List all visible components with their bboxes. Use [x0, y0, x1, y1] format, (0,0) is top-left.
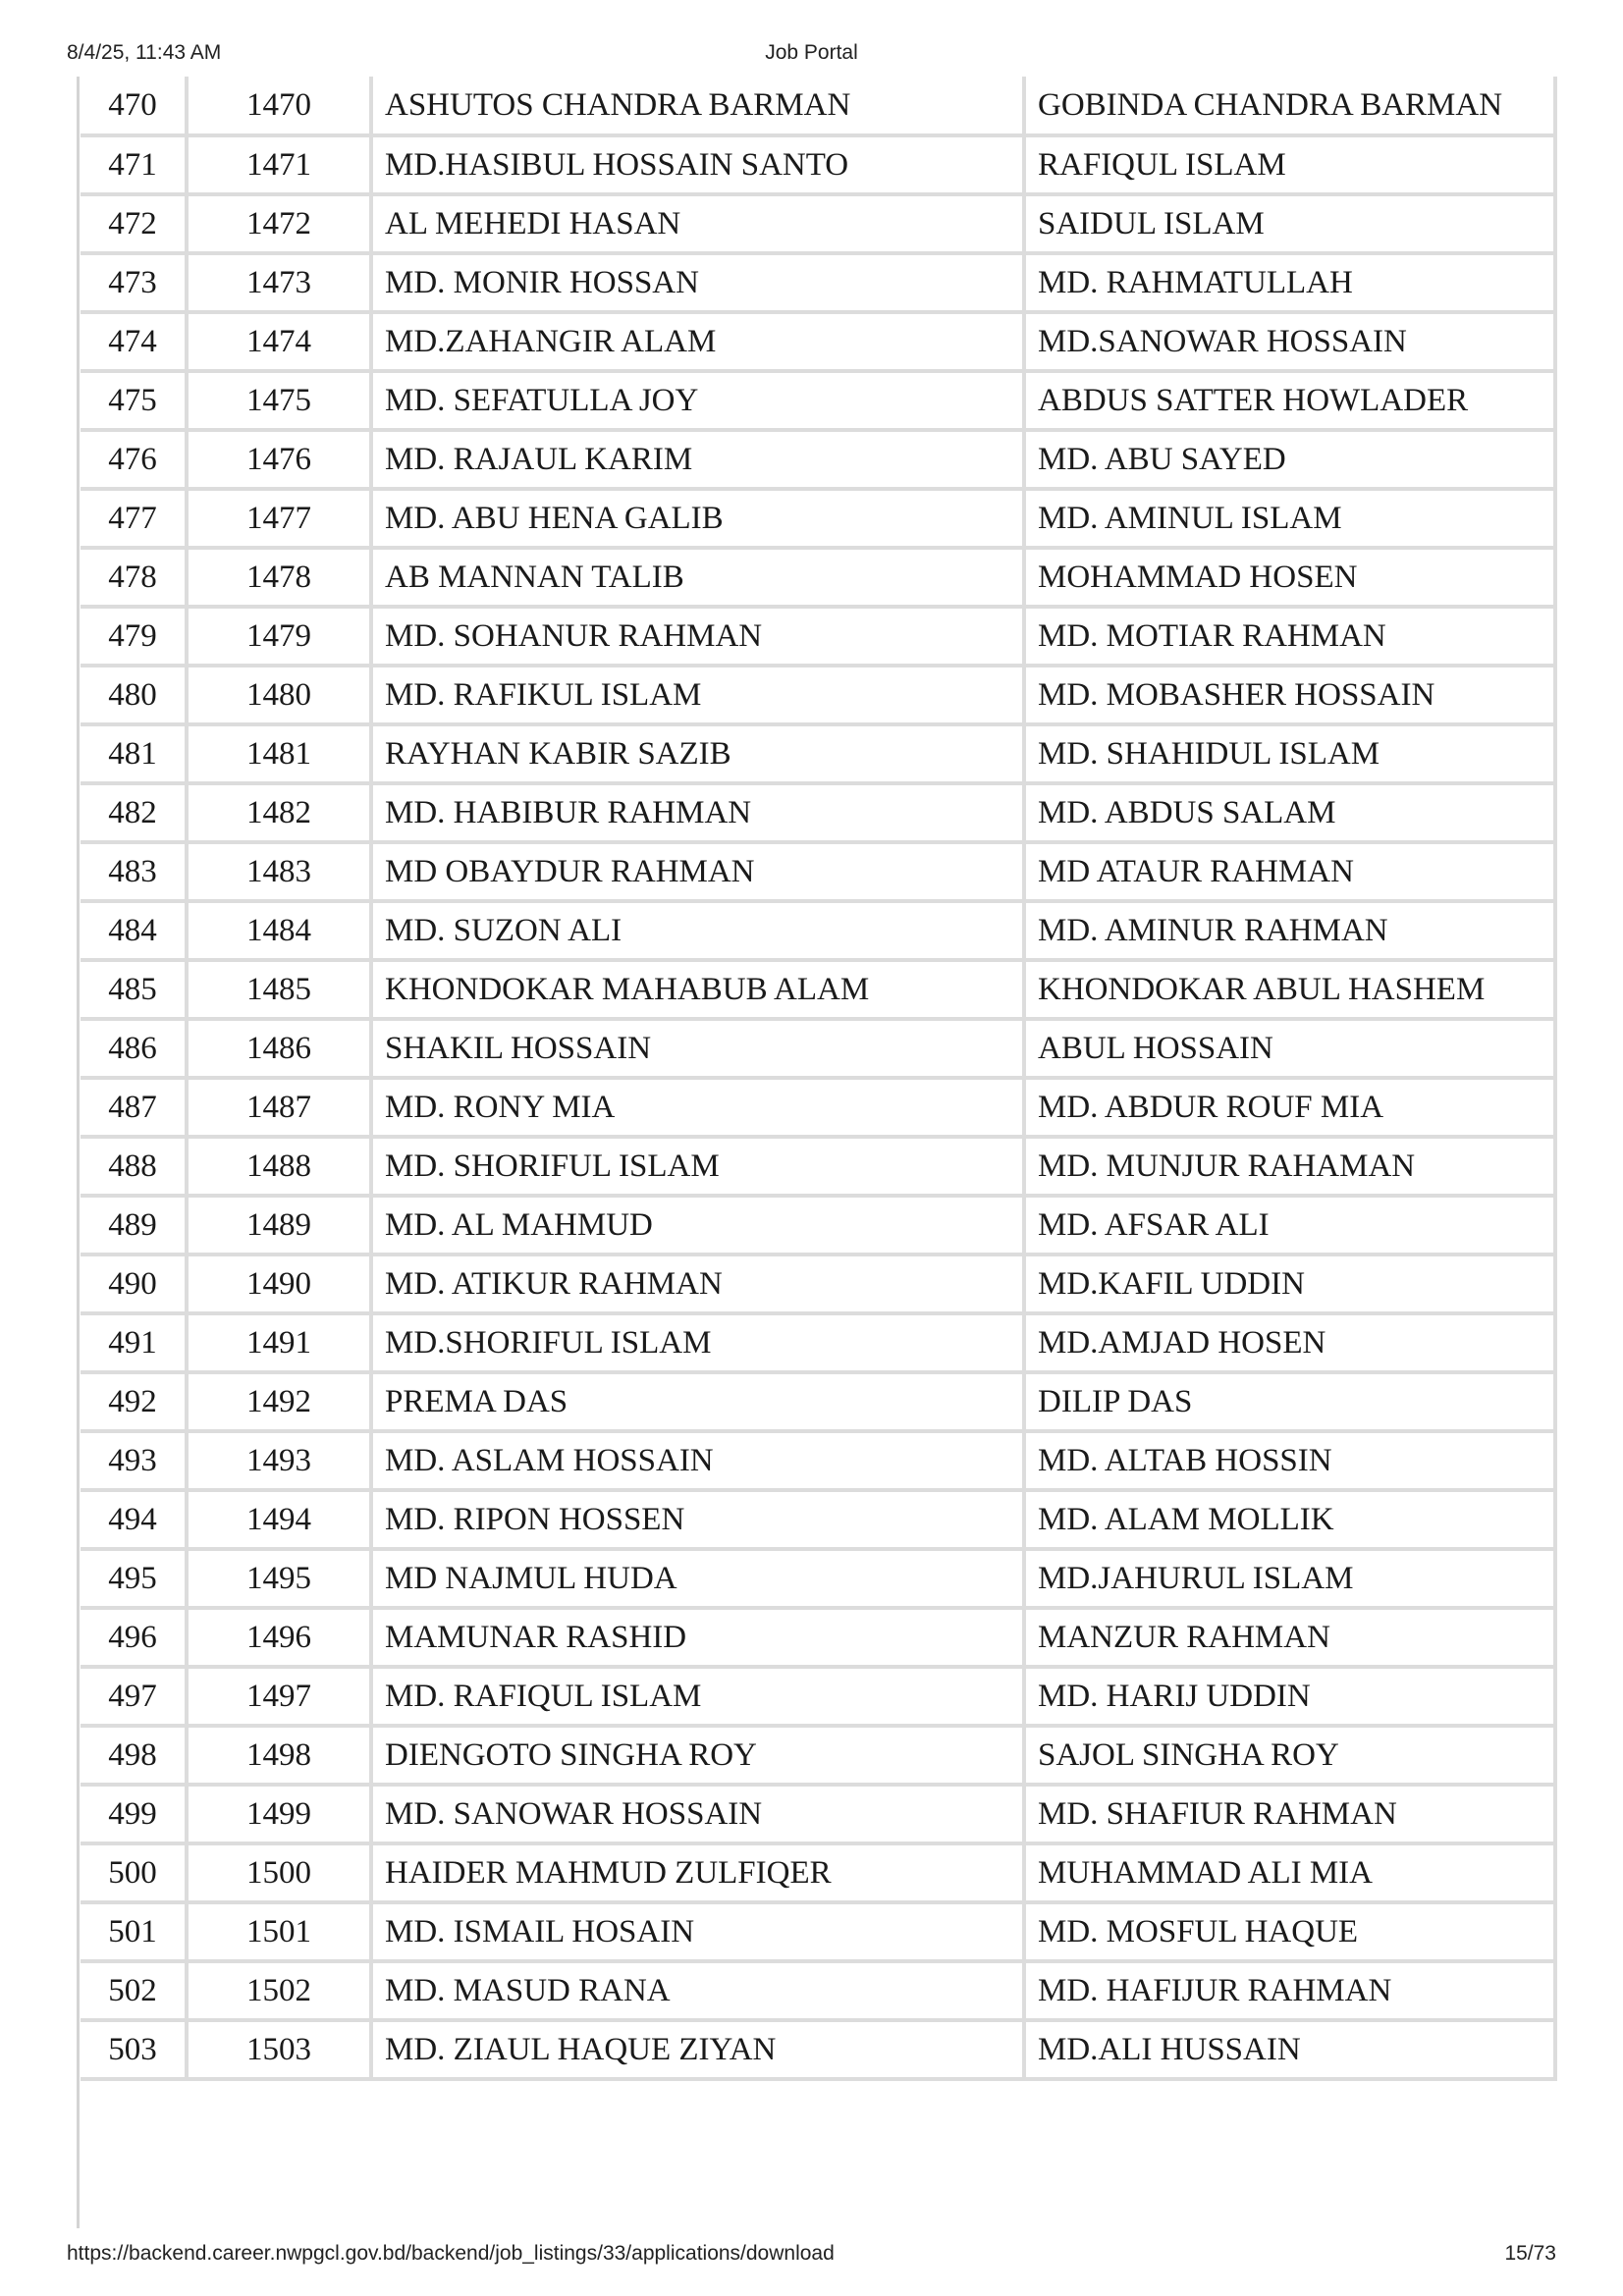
applicant-name-cell: MD. SUZON ALI — [371, 901, 1024, 960]
roll-cell: 1486 — [187, 1019, 371, 1078]
applicant-name-cell: MD. ZIAUL HAQUE ZIYAN — [371, 2020, 1024, 2079]
serial-cell: 489 — [81, 1196, 187, 1255]
roll-cell: 1477 — [187, 489, 371, 548]
serial-cell: 484 — [81, 901, 187, 960]
roll-cell: 1501 — [187, 1902, 371, 1961]
serial-cell: 499 — [81, 1785, 187, 1843]
table-row — [81, 1431, 1555, 1490]
applicant-name-cell: MD.ZAHANGIR ALAM — [371, 312, 1024, 371]
applicant-name-cell: KHONDOKAR MAHABUB ALAM — [371, 960, 1024, 1019]
roll-cell: 1496 — [187, 1608, 371, 1667]
serial-cell: 498 — [81, 1726, 187, 1785]
table-row — [81, 1078, 1555, 1137]
table-row — [81, 1137, 1555, 1196]
father-name-cell: MOHAMMAD HOSEN — [1024, 548, 1555, 607]
applicant-name-cell: MD. MASUD RANA — [371, 1961, 1024, 2020]
applicant-name-cell: MD. RONY MIA — [371, 1078, 1024, 1137]
applicant-name-cell: ASHUTOS CHANDRA BARMAN — [371, 77, 1024, 135]
father-name-cell: SAIDUL ISLAM — [1024, 194, 1555, 253]
father-name-cell: GOBINDA CHANDRA BARMAN — [1024, 77, 1555, 135]
table-row — [81, 1255, 1555, 1313]
father-name-cell: RAFIQUL ISLAM — [1024, 135, 1555, 194]
serial-cell: 482 — [81, 783, 187, 842]
roll-cell: 1473 — [187, 253, 371, 312]
table-row — [81, 1902, 1555, 1961]
applicant-name-cell: MD. SANOWAR HOSSAIN — [371, 1785, 1024, 1843]
serial-cell: 502 — [81, 1961, 187, 2020]
table-row — [81, 548, 1555, 607]
roll-cell: 1499 — [187, 1785, 371, 1843]
table-row — [81, 1608, 1555, 1667]
serial-cell: 497 — [81, 1667, 187, 1726]
table-row — [81, 607, 1555, 666]
applicant-name-cell: MD. ISMAIL HOSAIN — [371, 1902, 1024, 1961]
roll-cell: 1479 — [187, 607, 371, 666]
applicant-name-cell: RAYHAN KABIR SAZIB — [371, 724, 1024, 783]
roll-cell: 1485 — [187, 960, 371, 1019]
print-header-datetime: 8/4/25, 11:43 AM — [67, 41, 222, 64]
father-name-cell: MD. AFSAR ALI — [1024, 1196, 1555, 1255]
serial-cell: 473 — [81, 253, 187, 312]
applicant-name-cell: AL MEHEDI HASAN — [371, 194, 1024, 253]
father-name-cell: MD.KAFIL UDDIN — [1024, 1255, 1555, 1313]
father-name-cell: MD. HAFIJUR RAHMAN — [1024, 1961, 1555, 2020]
father-name-cell: MANZUR RAHMAN — [1024, 1608, 1555, 1667]
serial-cell: 491 — [81, 1313, 187, 1372]
father-name-cell: DILIP DAS — [1024, 1372, 1555, 1431]
roll-cell: 1491 — [187, 1313, 371, 1372]
serial-cell: 471 — [81, 135, 187, 194]
table-row — [81, 2020, 1555, 2079]
father-name-cell: ABDUS SATTER HOWLADER — [1024, 371, 1555, 430]
father-name-cell: KHONDOKAR ABUL HASHEM — [1024, 960, 1555, 1019]
table-row — [81, 253, 1555, 312]
table-row — [81, 1490, 1555, 1549]
roll-cell: 1494 — [187, 1490, 371, 1549]
table-row — [81, 1196, 1555, 1255]
serial-cell: 490 — [81, 1255, 187, 1313]
table-row — [81, 901, 1555, 960]
table-row — [81, 1785, 1555, 1843]
serial-cell: 483 — [81, 842, 187, 901]
applicant-name-cell: AB MANNAN TALIB — [371, 548, 1024, 607]
serial-cell: 495 — [81, 1549, 187, 1608]
applicant-name-cell: MD. RAJAUL KARIM — [371, 430, 1024, 489]
serial-cell: 479 — [81, 607, 187, 666]
table-row — [81, 1372, 1555, 1431]
father-name-cell: MUHAMMAD ALI MIA — [1024, 1843, 1555, 1902]
table-row — [81, 312, 1555, 371]
print-header-title: Job Portal — [765, 41, 858, 64]
roll-cell: 1488 — [187, 1137, 371, 1196]
roll-cell: 1481 — [187, 724, 371, 783]
roll-cell: 1492 — [187, 1372, 371, 1431]
roll-cell: 1482 — [187, 783, 371, 842]
father-name-cell: MD.SANOWAR HOSSAIN — [1024, 312, 1555, 371]
table-row — [81, 1961, 1555, 2020]
roll-cell: 1478 — [187, 548, 371, 607]
serial-cell: 492 — [81, 1372, 187, 1431]
applicant-name-cell: MD NAJMUL HUDA — [371, 1549, 1024, 1608]
table-left-border — [77, 77, 80, 2228]
applicants-table-body — [81, 77, 1555, 2079]
roll-cell: 1490 — [187, 1255, 371, 1313]
table-row — [81, 783, 1555, 842]
table-row — [81, 1549, 1555, 1608]
roll-cell: 1495 — [187, 1549, 371, 1608]
table-row — [81, 194, 1555, 253]
roll-cell: 1487 — [187, 1078, 371, 1137]
applicant-name-cell: MD. HABIBUR RAHMAN — [371, 783, 1024, 842]
print-footer-url: https://backend.career.nwpgcl.gov.bd/backend/job_listings/33/applications/download — [67, 2242, 835, 2265]
table-row — [81, 1019, 1555, 1078]
serial-cell: 478 — [81, 548, 187, 607]
roll-cell: 1489 — [187, 1196, 371, 1255]
applicant-name-cell: DIENGOTO SINGHA ROY — [371, 1726, 1024, 1785]
applicant-name-cell: MD. RAFIKUL ISLAM — [371, 666, 1024, 724]
roll-cell: 1502 — [187, 1961, 371, 2020]
serial-cell: 501 — [81, 1902, 187, 1961]
serial-cell: 477 — [81, 489, 187, 548]
print-footer-page-number: 15/73 — [1504, 2242, 1556, 2265]
father-name-cell: MD. SHAFIUR RAHMAN — [1024, 1785, 1555, 1843]
serial-cell: 500 — [81, 1843, 187, 1902]
roll-cell: 1503 — [187, 2020, 371, 2079]
table-row — [81, 1313, 1555, 1372]
serial-cell: 494 — [81, 1490, 187, 1549]
father-name-cell: MD.ALI HUSSAIN — [1024, 2020, 1555, 2079]
father-name-cell: MD. MUNJUR RAHAMAN — [1024, 1137, 1555, 1196]
roll-cell: 1472 — [187, 194, 371, 253]
serial-cell: 487 — [81, 1078, 187, 1137]
father-name-cell: MD. ABU SAYED — [1024, 430, 1555, 489]
father-name-cell: MD. MOBASHER HOSSAIN — [1024, 666, 1555, 724]
roll-cell: 1470 — [187, 77, 371, 135]
applicant-name-cell: MD.SHORIFUL ISLAM — [371, 1313, 1024, 1372]
table-row — [81, 842, 1555, 901]
father-name-cell: MD. AMINUL ISLAM — [1024, 489, 1555, 548]
table-row — [81, 724, 1555, 783]
serial-cell: 488 — [81, 1137, 187, 1196]
father-name-cell: MD ATAUR RAHMAN — [1024, 842, 1555, 901]
applicant-name-cell: MD. SEFATULLA JOY — [371, 371, 1024, 430]
table-row — [81, 960, 1555, 1019]
roll-cell: 1484 — [187, 901, 371, 960]
table-row — [81, 371, 1555, 430]
father-name-cell: MD. MOTIAR RAHMAN — [1024, 607, 1555, 666]
applicant-name-cell: MD. ATIKUR RAHMAN — [371, 1255, 1024, 1313]
father-name-cell: MD. MOSFUL HAQUE — [1024, 1902, 1555, 1961]
applicant-name-cell: MD. RAFIQUL ISLAM — [371, 1667, 1024, 1726]
roll-cell: 1493 — [187, 1431, 371, 1490]
father-name-cell: MD. ALTAB HOSSIN — [1024, 1431, 1555, 1490]
applicant-name-cell: MD OBAYDUR RAHMAN — [371, 842, 1024, 901]
roll-cell: 1497 — [187, 1667, 371, 1726]
father-name-cell: MD.JAHURUL ISLAM — [1024, 1549, 1555, 1608]
applicant-name-cell: MD. SHORIFUL ISLAM — [371, 1137, 1024, 1196]
applicant-name-cell: PREMA DAS — [371, 1372, 1024, 1431]
serial-cell: 475 — [81, 371, 187, 430]
serial-cell: 476 — [81, 430, 187, 489]
applicant-name-cell: MD.HASIBUL HOSSAIN SANTO — [371, 135, 1024, 194]
father-name-cell: MD. RAHMATULLAH — [1024, 253, 1555, 312]
table-row — [81, 77, 1555, 135]
applicants-table — [81, 77, 1557, 2081]
father-name-cell: MD. SHAHIDUL ISLAM — [1024, 724, 1555, 783]
roll-cell: 1471 — [187, 135, 371, 194]
applicants-table-container — [81, 77, 1555, 2081]
serial-cell: 496 — [81, 1608, 187, 1667]
roll-cell: 1474 — [187, 312, 371, 371]
serial-cell: 480 — [81, 666, 187, 724]
table-row — [81, 1667, 1555, 1726]
table-row — [81, 1843, 1555, 1902]
roll-cell: 1476 — [187, 430, 371, 489]
applicant-name-cell: MD. ABU HENA GALIB — [371, 489, 1024, 548]
father-name-cell: MD. HARIJ UDDIN — [1024, 1667, 1555, 1726]
serial-cell: 481 — [81, 724, 187, 783]
roll-cell: 1480 — [187, 666, 371, 724]
serial-cell: 474 — [81, 312, 187, 371]
roll-cell: 1500 — [187, 1843, 371, 1902]
father-name-cell: SAJOL SINGHA ROY — [1024, 1726, 1555, 1785]
serial-cell: 493 — [81, 1431, 187, 1490]
serial-cell: 486 — [81, 1019, 187, 1078]
serial-cell: 470 — [81, 77, 187, 135]
roll-cell: 1483 — [187, 842, 371, 901]
applicant-name-cell: MAMUNAR RASHID — [371, 1608, 1024, 1667]
father-name-cell: MD.AMJAD HOSEN — [1024, 1313, 1555, 1372]
table-row — [81, 1726, 1555, 1785]
applicant-name-cell: HAIDER MAHMUD ZULFIQER — [371, 1843, 1024, 1902]
serial-cell: 503 — [81, 2020, 187, 2079]
father-name-cell: MD. AMINUR RAHMAN — [1024, 901, 1555, 960]
father-name-cell: ABUL HOSSAIN — [1024, 1019, 1555, 1078]
applicant-name-cell: MD. SOHANUR RAHMAN — [371, 607, 1024, 666]
table-row — [81, 430, 1555, 489]
serial-cell: 472 — [81, 194, 187, 253]
father-name-cell: MD. ALAM MOLLIK — [1024, 1490, 1555, 1549]
roll-cell: 1475 — [187, 371, 371, 430]
father-name-cell: MD. ABDUR ROUF MIA — [1024, 1078, 1555, 1137]
applicant-name-cell: MD. RIPON HOSSEN — [371, 1490, 1024, 1549]
applicant-name-cell: MD. AL MAHMUD — [371, 1196, 1024, 1255]
applicant-name-cell: MD. MONIR HOSSAN — [371, 253, 1024, 312]
table-row — [81, 489, 1555, 548]
applicant-name-cell: MD. ASLAM HOSSAIN — [371, 1431, 1024, 1490]
table-row — [81, 666, 1555, 724]
father-name-cell: MD. ABDUS SALAM — [1024, 783, 1555, 842]
roll-cell: 1498 — [187, 1726, 371, 1785]
table-row — [81, 135, 1555, 194]
applicant-name-cell: SHAKIL HOSSAIN — [371, 1019, 1024, 1078]
serial-cell: 485 — [81, 960, 187, 1019]
